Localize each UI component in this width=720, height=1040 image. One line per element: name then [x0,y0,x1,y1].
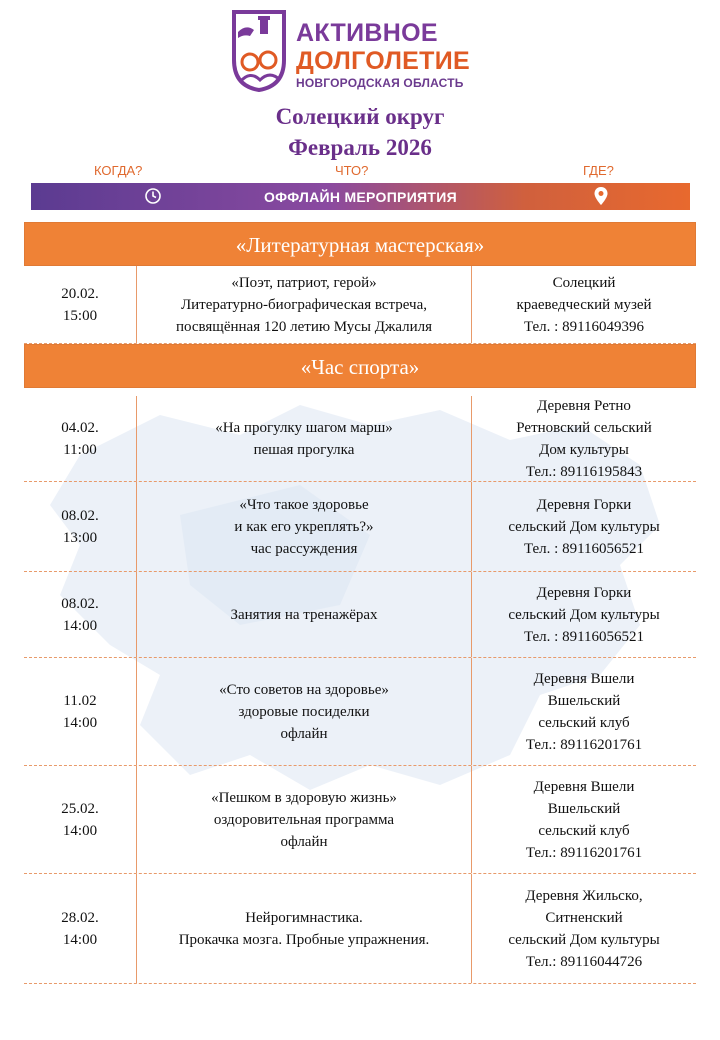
date-cell-line: 28.02. [61,909,99,926]
section-header: «Литературная мастерская» [24,222,696,266]
place-cell-line: Вшельский [547,692,621,709]
label-what: ЧТО? [335,163,369,178]
place-cell-line: сельский Дом культуры [508,931,660,948]
event-cell-line: оздоровительная программа [213,811,395,828]
event-cell-line: Литературно-биографическая встреча, [180,296,427,313]
event-cell-line: Нейрогимнастика. [245,909,363,926]
date-cell [24,266,137,343]
event-cell [137,658,472,765]
logo-line-2: ДОЛГОЛЕТИЕ [296,47,470,75]
place-cell-line: сельский клуб [538,822,630,839]
place-cell-line: сельский клуб [538,714,630,731]
logo-line-1: АКТИВНОЕ [296,19,438,47]
page-subtitle: Февраль 2026 [288,135,432,160]
event-cell [137,572,472,657]
event-cell-line: офлайн [280,725,328,742]
label-where: ГДЕ? [583,163,614,178]
logo [230,10,500,94]
place-cell-line: Тел.: 89116201761 [525,844,643,861]
logo-line-3: НОВГОРОДСКАЯ ОБЛАСТЬ [296,76,464,90]
event-cell-line: пешая прогулка [253,441,355,458]
place-cell [472,766,696,873]
place-cell-line: сельский Дом культуры [508,518,660,535]
section-header: «Час спорта» [24,344,696,388]
date-cell-line: 25.02. [61,800,99,817]
place-cell-line: Деревня Горки [536,584,632,601]
date-cell [24,572,137,657]
place-cell-line: Деревня Ретно [537,397,631,414]
place-cell-line: сельский Дом культуры [508,606,660,623]
place-cell-line: Деревня Вшели [533,670,635,687]
event-cell-line: офлайн [280,833,328,850]
date-cell-line: 14:00 [62,822,98,839]
map-pin-icon [593,186,609,206]
event-cell-line: Занятия на тренажёрах [230,606,378,623]
label-when: КОГДА? [94,163,143,178]
date-cell-line: 08.02. [61,507,99,524]
date-cell [24,874,137,983]
place-cell-line: Тел.: 89116195843 [525,463,643,480]
place-cell-line: Деревня Горки [536,496,632,513]
date-cell-line: 11:00 [63,441,97,458]
table-row [24,266,696,344]
place-cell [472,874,696,983]
place-cell-line: Деревня Вшели [533,778,635,795]
date-cell [24,396,137,481]
place-cell-line: Деревня Жильско, [525,887,643,904]
date-cell-line: 15:00 [62,307,98,324]
events-table [24,222,696,984]
date-cell-line: 13:00 [62,529,98,546]
event-cell [137,266,472,343]
place-cell-line: Тел. : 89116049396 [523,318,645,335]
place-cell-line: Тел.: 89116201761 [525,736,643,753]
event-cell-line: «Что такое здоровье [239,496,369,513]
place-cell-line: Солецкий [552,274,616,291]
event-cell [137,396,472,481]
date-cell-line: 08.02. [61,595,99,612]
place-cell [472,572,696,657]
date-cell-line: 04.02. [61,419,99,436]
table-row [24,396,696,482]
event-cell-line: час рассуждения [250,540,358,557]
place-cell [472,266,696,343]
page-title: Солецкий округ [275,104,445,129]
event-cell-line: и как его укреплять?» [234,518,374,535]
place-cell-line: Тел. : 89116056521 [523,628,645,645]
event-cell [137,482,472,571]
table-row [24,658,696,766]
place-cell-line: Тел. : 89116056521 [523,540,645,557]
table-row [24,572,696,658]
place-cell-line: Вшельский [547,800,621,817]
event-cell [137,874,472,983]
event-cell-line: «Поэт, патриот, герой» [231,274,377,291]
date-cell [24,766,137,873]
banner-text: ОФФЛАЙН МЕРОПРИЯТИЯ [263,189,457,205]
place-cell [472,482,696,571]
event-cell [137,766,472,873]
event-cell-line: «Сто советов на здоровье» [219,681,389,698]
table-row [24,874,696,984]
place-cell-line: краеведческий музей [516,296,652,313]
event-cell-line: Прокачка мозга. Пробные упражнения. [178,931,430,948]
date-cell-line: 11.02 [63,692,97,709]
table-row [24,766,696,874]
offline-events-banner [31,183,690,210]
logo-emblem-icon [230,10,288,92]
date-cell-line: 20.02. [61,285,99,302]
place-cell [472,396,696,481]
date-cell-line: 14:00 [62,714,98,731]
date-cell-line: 14:00 [62,617,98,634]
place-cell-line: Ситненский [545,909,623,926]
place-cell [472,658,696,765]
place-cell-line: Тел.: 89116044726 [525,953,643,970]
date-cell [24,482,137,571]
table-row [24,482,696,572]
place-cell-line: Дом культуры [539,441,629,458]
date-cell-line: 14:00 [62,931,98,948]
place-cell-line: Ретновский сельский [516,419,652,436]
event-cell-line: «Пешком в здоровую жизнь» [211,789,397,806]
event-cell-line: посвящённая 120 летию Мусы Джалиля [175,318,433,335]
date-cell [24,658,137,765]
event-cell-line: «На прогулку шагом марш» [215,419,393,436]
event-cell-line: здоровые посиделки [238,703,370,720]
